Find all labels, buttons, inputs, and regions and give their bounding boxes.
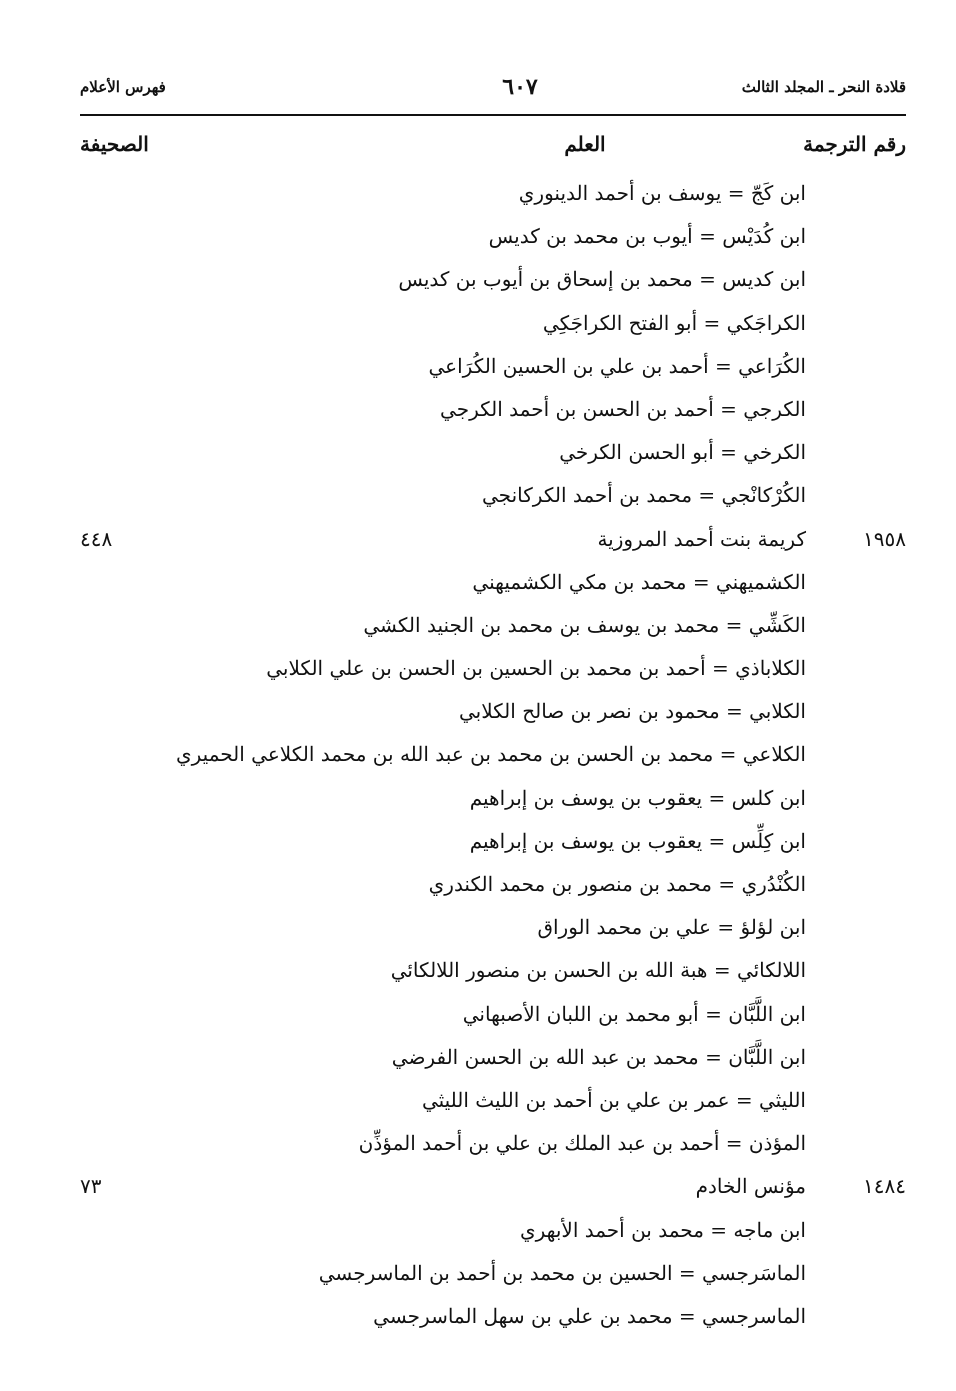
entry-page: ٧٣ xyxy=(80,1174,102,1199)
column-header-name: العلم xyxy=(564,132,606,156)
entry-name: الكلاباذي = أحمد بن محمد بن الحسين بن الحسن بن علي الكلابي xyxy=(266,656,806,681)
index-entry xyxy=(80,474,906,517)
entry-name: ابن كديس = محمد بن إسحاق بن أيوب بن كديس xyxy=(398,267,806,292)
index-entry xyxy=(80,993,906,1036)
index-entry xyxy=(80,906,906,949)
column-header-page: الصحيفة xyxy=(80,132,149,156)
entry-name: الكرجي = أحمد بن الحسن بن أحمد الكرجي xyxy=(440,396,806,421)
entry-name: الكراجَكي = أبو الفتح الكراجَكِي xyxy=(542,310,806,335)
entry-name: ابن اللَّبَّان = أبو محمد بن اللبان الأصبهاني xyxy=(462,1001,806,1026)
index-entry xyxy=(80,302,906,345)
index-entry xyxy=(80,820,906,863)
index-entries xyxy=(80,172,906,1338)
index-entry xyxy=(80,388,906,431)
index-entry xyxy=(80,777,906,820)
index-entry xyxy=(80,690,906,733)
index-entry xyxy=(80,1165,906,1208)
index-entry xyxy=(80,1295,906,1338)
index-entry xyxy=(80,258,906,301)
index-entry xyxy=(80,1036,906,1079)
entry-name: الكُنْدُري = محمد بن منصور بن محمد الكندري xyxy=(428,872,806,896)
entry-name: ابن كُدَيْس = أيوب بن محمد بن كديس xyxy=(488,224,806,249)
index-entry xyxy=(80,1079,906,1122)
entry-name: الكلابي = محمود بن نصر بن صالح الكلابي xyxy=(458,699,806,724)
entry-name: الكرخي = أبو الحسن الكرخي xyxy=(559,440,806,465)
entry-name: الكُرْكانْجي = محمد بن أحمد الكركانجي xyxy=(482,483,806,508)
entry-name: الكلاعي = محمد بن الحسن بن محمد بن عبد الله بن محمد الكلاعي الحميري xyxy=(175,742,806,767)
entry-name: اللالكائي = هبة الله بن الحسن بن منصور اللالكائي xyxy=(390,958,806,983)
index-entry xyxy=(80,215,906,258)
entry-name: الكُرَاعي = أحمد بن علي بن الحسين الكُرَاعي xyxy=(428,353,806,378)
entry-page: ٤٤٨ xyxy=(80,526,113,551)
column-headers xyxy=(80,132,906,166)
entry-name: مؤنس الخادم xyxy=(695,1174,806,1199)
entry-name: ابن كلس = يعقوب بن يوسف بن إبراهيم xyxy=(469,785,806,810)
entry-name: ابن كِلِّس = يعقوب بن يوسف بن إبراهيم xyxy=(469,828,806,853)
entry-name: الماسرجسي = محمد بن علي بن سهل الماسرجسي xyxy=(373,1303,806,1328)
entry-name: الليثي = عمر بن علي بن أحمد بن الليث الليثي xyxy=(421,1087,806,1112)
entry-name: ابن لؤلؤ = علي بن محمد الوراق xyxy=(537,915,806,940)
entry-name: الكشميهني = محمد بن مكي الكشميهني xyxy=(472,569,806,594)
entry-name: الكَشِّي = محمد بن يوسف بن محمد بن الجنيد الكشي xyxy=(363,612,806,637)
index-entry xyxy=(80,647,906,690)
index-entry xyxy=(80,518,906,561)
index-entry xyxy=(80,172,906,215)
index-entry xyxy=(80,1209,906,1252)
index-entry xyxy=(80,863,906,906)
index-entry xyxy=(80,431,906,474)
entry-name: ابن كَجّ = يوسف بن أحمد الدينوري xyxy=(518,181,806,205)
entry-name: ابن اللَّبَّان = محمد بن عبد الله بن الحسن الفرضي xyxy=(391,1044,806,1069)
entry-name: ابن ماجه = محمد بن أحمد الأبهري xyxy=(519,1217,806,1242)
entry-number: ١٩٥٨ xyxy=(863,526,906,551)
entry-number: ١٤٨٤ xyxy=(863,1174,906,1199)
index-entry xyxy=(80,1122,906,1165)
entry-name: كريمة بنت أحمد المروزية xyxy=(597,526,806,551)
header-rule xyxy=(80,114,906,116)
index-entry xyxy=(80,345,906,388)
index-entry xyxy=(80,604,906,647)
column-header-entry-number: رقم الترجمة xyxy=(803,132,906,156)
index-entry xyxy=(80,733,906,776)
index-title: فهرس الأعلام xyxy=(80,78,166,96)
book-title: قلادة النحر ـ المجلد الثالث xyxy=(741,78,906,96)
entry-name: الماسَرجسي = الحسين بن محمد بن أحمد بن الماسرجسي xyxy=(318,1260,806,1285)
index-entry xyxy=(80,949,906,992)
index-entry xyxy=(80,561,906,604)
index-entry xyxy=(80,1252,906,1295)
entry-name: المؤذن = أحمد بن عبد الملك بن علي بن أحمد المؤذِّن xyxy=(358,1131,806,1156)
running-head xyxy=(80,74,906,108)
page-number: ٦٠٧ xyxy=(502,74,538,100)
